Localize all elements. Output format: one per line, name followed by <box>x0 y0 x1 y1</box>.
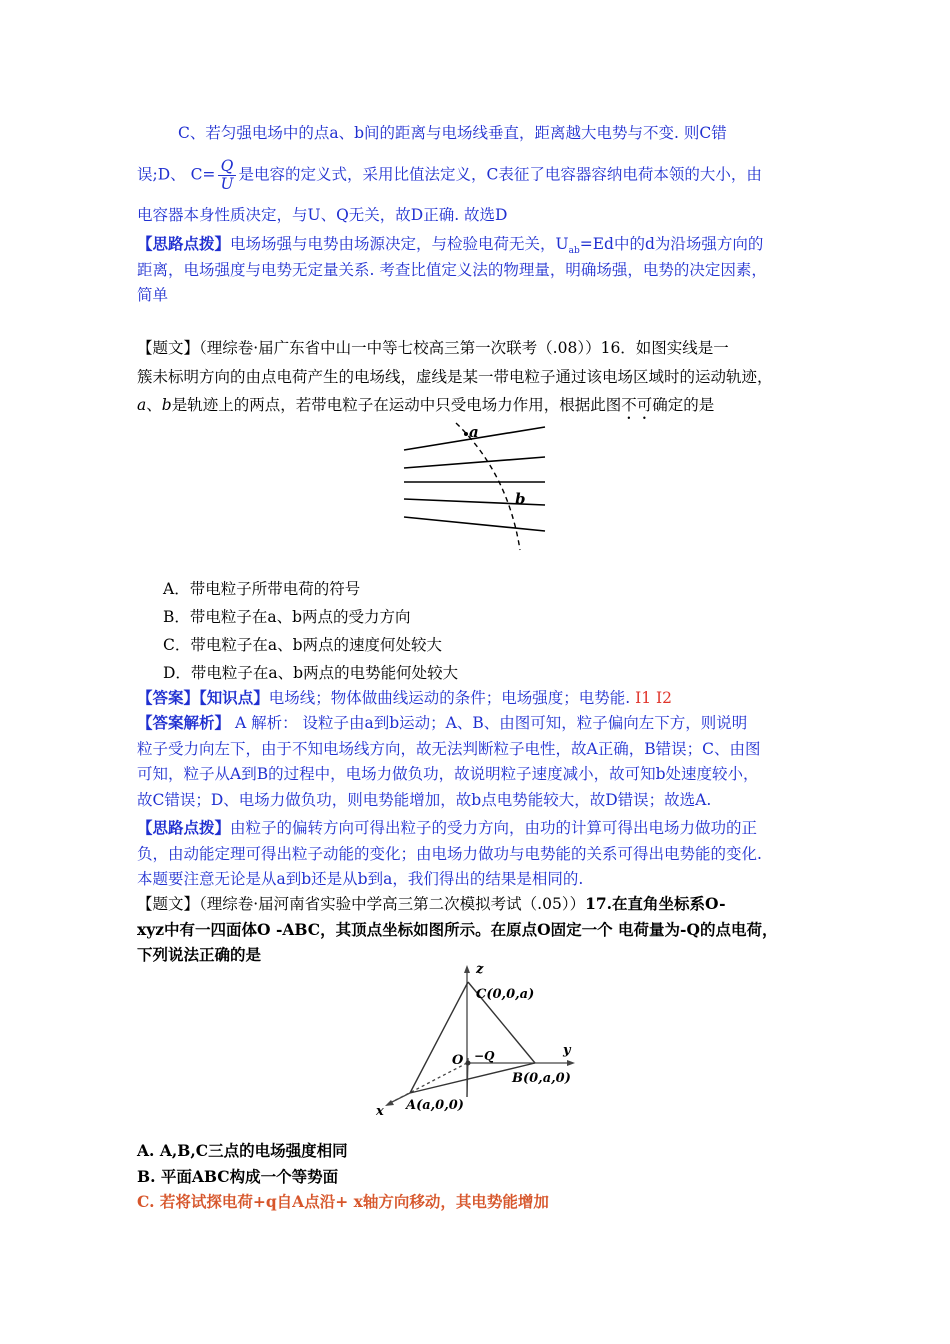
text-line: 下列说法正确的是 <box>137 945 262 964</box>
option-b: B. 平面ABC构成一个等势面 <box>137 1167 339 1186</box>
text-line: a、b是轨迹上的两点，若带电粒子在运动中只受电场力作用，根据此图不可确定的是 <box>137 396 715 414</box>
charge-label: −Q <box>474 1049 495 1063</box>
point-a-label: a <box>469 423 479 441</box>
point-C-label: C(0,0,a) <box>476 987 535 1002</box>
edge-CA <box>410 982 468 1093</box>
analysis-line: 【答案解析】 A 解析： 设粒子由a到b运动；A、B、由图可知，粒子偏向左下方，则说明 <box>137 713 748 732</box>
analysis-line: 故C错误；D、电场力做负功，则电势能增加，故b点电势能较大，故D错误；故选A. <box>137 791 712 809</box>
field-line <box>404 457 545 468</box>
point-A-label: A(a,0,0) <box>406 1098 464 1113</box>
option-b: B．带电粒子在a、b两点的受力方向 <box>163 608 411 626</box>
tip-line: 【思路点拨】由粒子的偏转方向可得出粒子的受力方向，由功的计算可得出电场力做功的正 <box>137 818 758 837</box>
option-c: C．带电粒子在a、b两点的速度何处较大 <box>163 636 443 654</box>
fraction: $\frac{Q}{U}$ <box>220 157 234 193</box>
text-line: C、若匀强电场中的点a、b间的距离与电场线垂直，距离越大电势与不变. 则C错 <box>178 124 727 142</box>
option-a: A. A,B,C三点的电场强度相同 <box>137 1141 348 1160</box>
x-label: x <box>376 1104 384 1119</box>
point-a <box>464 432 468 436</box>
z-axis-arrow <box>464 965 470 973</box>
origin-point <box>466 1061 471 1066</box>
text-line: 簇未标明方向的由点电荷产生的电场线，虚线是某一带电粒子通过该电场区域时的运动轨迹， <box>137 368 773 386</box>
origin-label: O <box>452 1053 464 1068</box>
text-line: 误;D、 C= $\frac{Q}{U}$ 是电容的定义式，采用比值法定义，C表征了电容器容纳电荷本领的大小，由 <box>137 157 762 193</box>
option-c: C. 若将试探电荷+q自A点沿+ x轴方向移动，其电势能增加 <box>137 1192 549 1211</box>
tip-line: 本题要注意无论是从a到b还是从b到a，我们得出的结果是相同的. <box>137 870 584 888</box>
answer-line: 【答案】【知识点】电场线；物体做曲线运动的条件；电场强度；电势能. I1 I2 <box>137 688 673 707</box>
y-label: y <box>563 1043 571 1058</box>
text-line: xyz中有一四面体O -ABC，其顶点坐标如图所示。在原点O固定一个 电荷量为-Q的点电荷， <box>137 920 778 939</box>
text-line: 【思路点拨】电场场强与电势由场源决定，与检验电荷无关，$U_{ab}=Ed$中的d为沿场强方向的 <box>137 234 764 257</box>
x-axis-arrow <box>385 1100 394 1106</box>
tip-line: 负，由动能定理可得出粒子动能的变化；由电场力做功与电势能的关系可得出电势能的变化. <box>137 845 762 863</box>
option-d: D．带电粒子在a、b两点的电势能何处较大 <box>163 664 459 682</box>
analysis-line: 粒子受力向左下，由于不知电场线方向，故无法判断粒子电性，故A正确，B错误；C、由图 <box>137 740 761 758</box>
electric-field-figure <box>398 418 548 553</box>
trajectory-curve <box>456 423 520 550</box>
point-b-label: b <box>515 490 526 508</box>
question-header: 【题文】（理综卷·届广东省中山一中等七校高三第一次联考（.08））16．如图实线是一 <box>137 339 729 357</box>
field-line <box>404 517 545 531</box>
text-line: 简单 <box>137 286 169 304</box>
question-header: 【题文】（理综卷·届河南省实验中学高三第二次模拟考试（.05））17.在直角坐标系O- <box>137 894 726 913</box>
analysis-line: 可知，粒子从A到B的过程中，电场力做负功，故说明粒子速度减小，故可知b处速度较小， <box>137 765 759 783</box>
point-B-label: B(0,a,0) <box>512 1071 571 1086</box>
option-a: A．带电粒子所带电荷的符号 <box>163 580 361 598</box>
text-line: 电容器本身性质决定，与U、Q无关，故D正确. 故选D <box>137 206 508 224</box>
y-axis-arrow <box>567 1060 575 1066</box>
text-line: 距离，电场强度与电势无定量关系. 考查比值定义法的物理量，明确场强，电势的决定因素， <box>137 261 767 279</box>
tetrahedron-figure <box>370 960 590 1120</box>
z-label: z <box>476 962 484 977</box>
